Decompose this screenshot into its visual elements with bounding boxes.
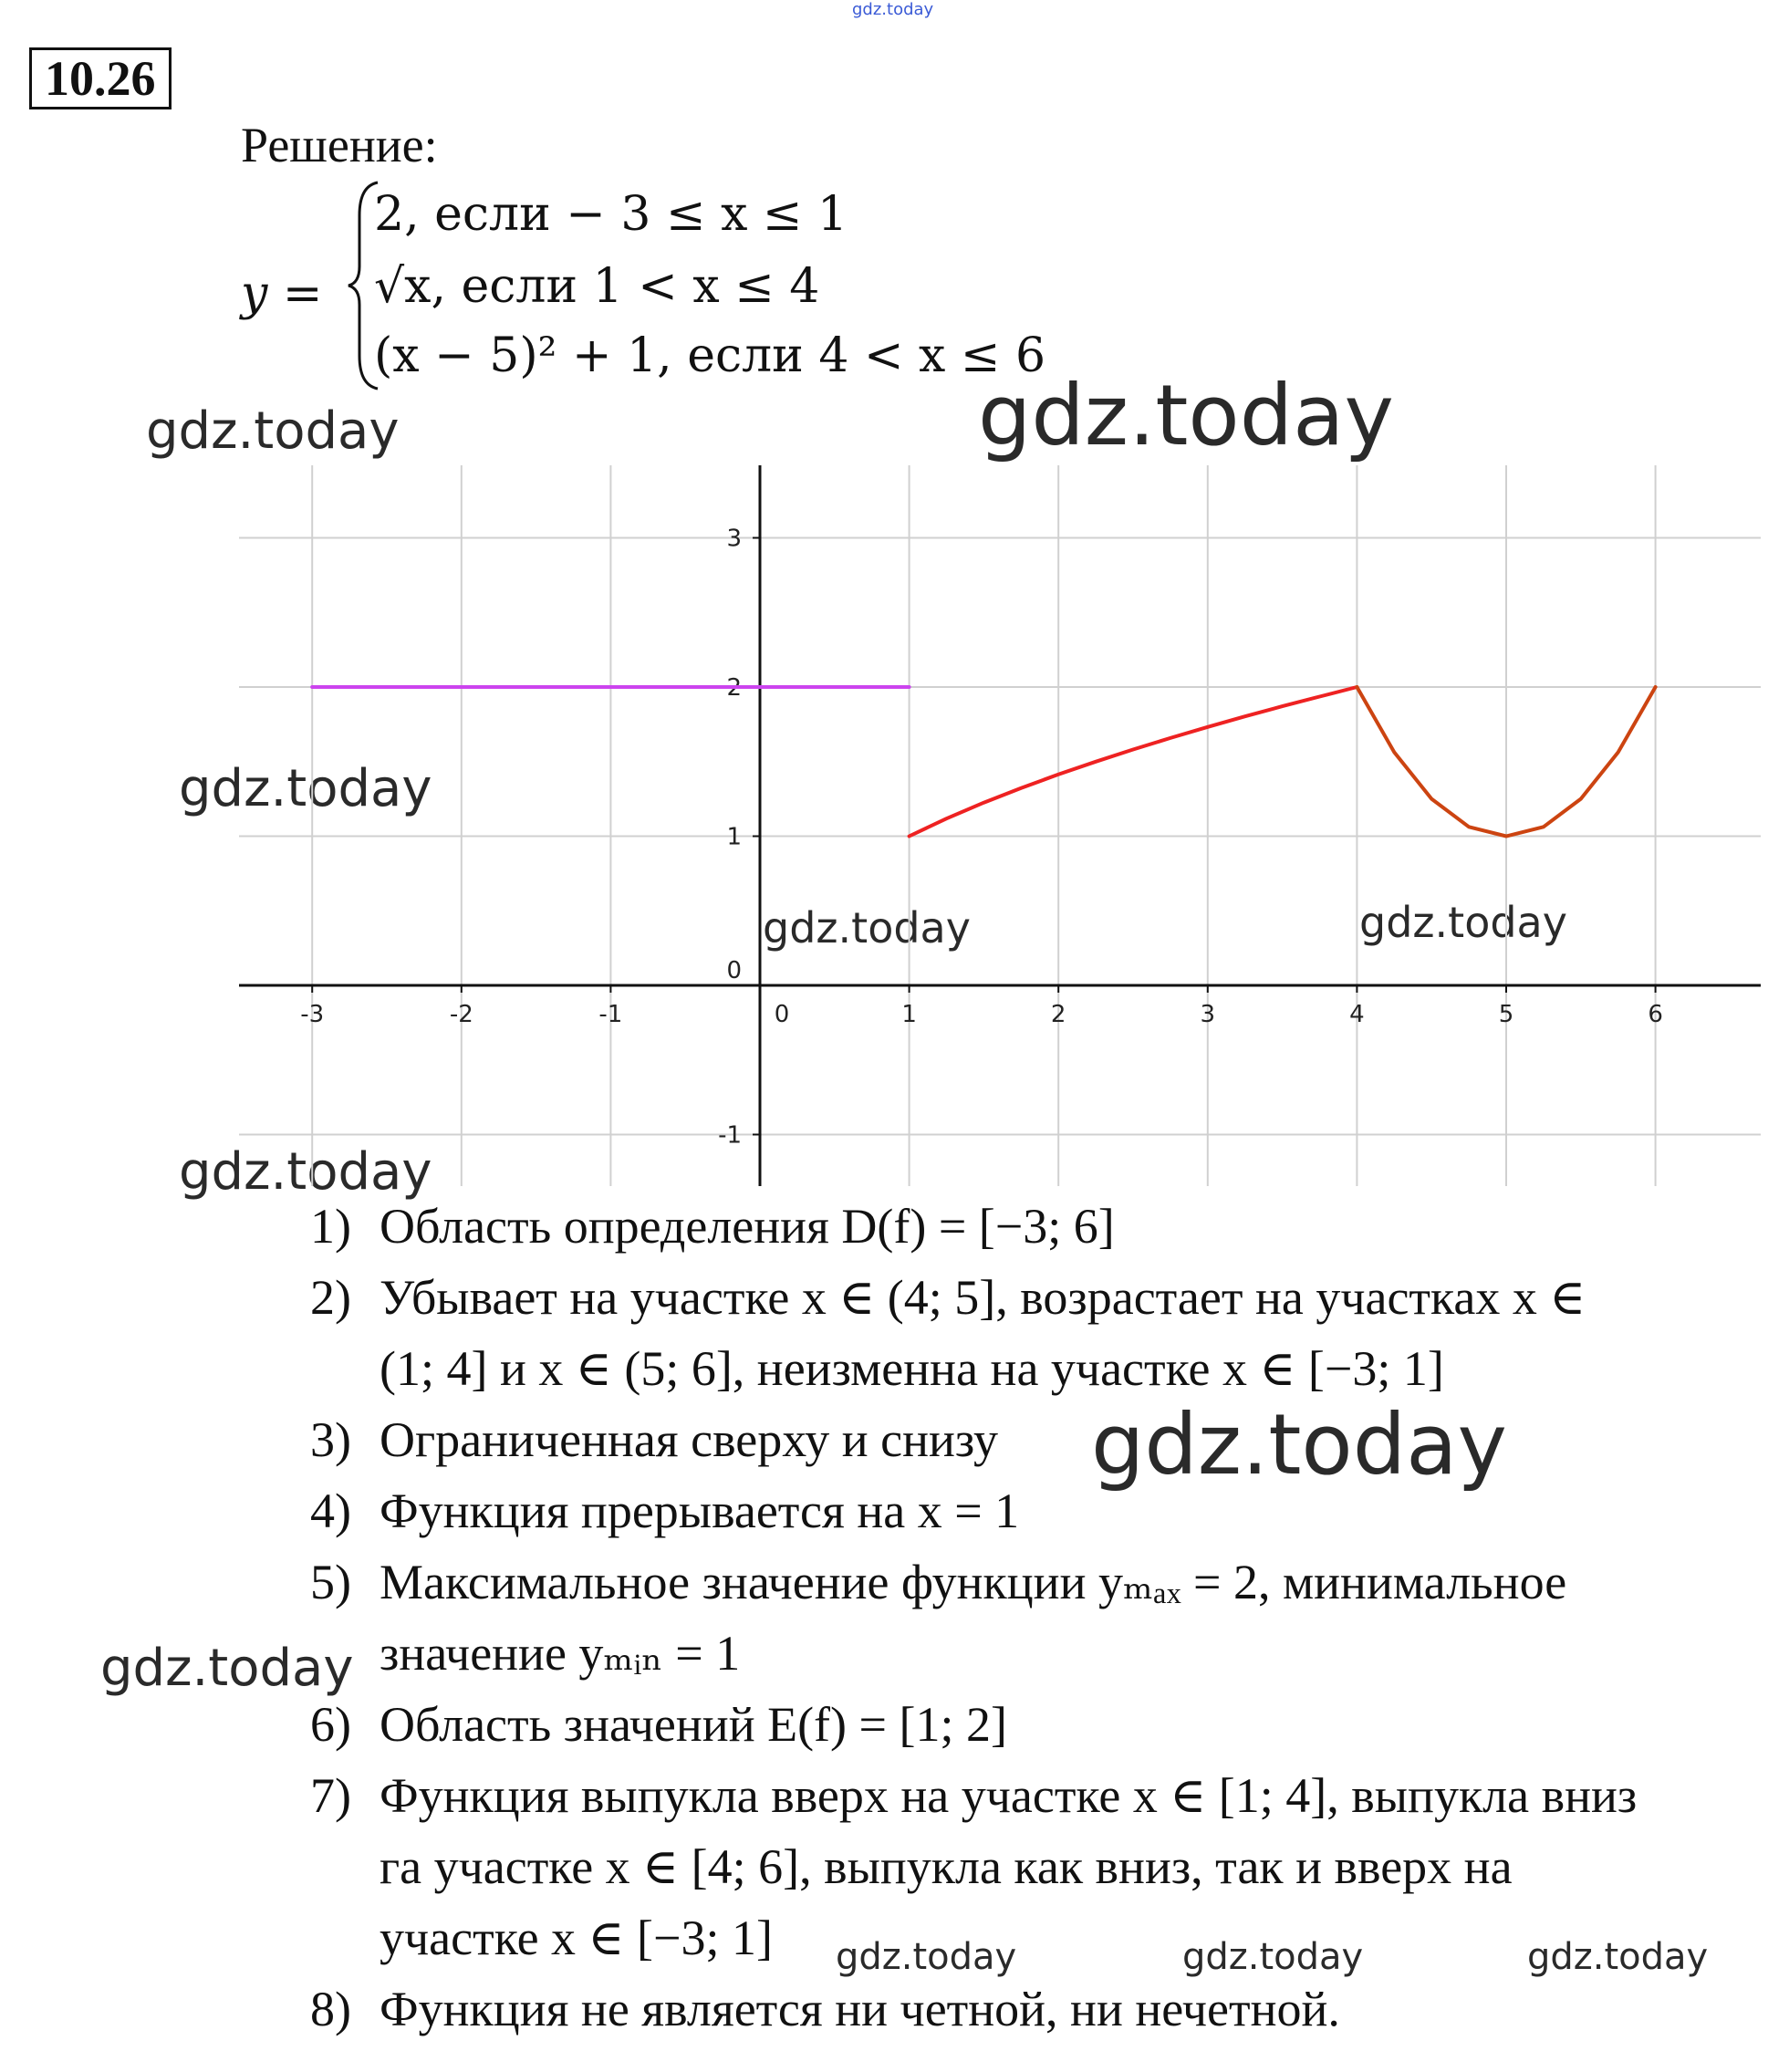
property-text: Область определения D(f) = [−3; 6] (380, 1199, 1115, 1254)
watermark: gdz.today (179, 759, 432, 818)
y-tick-label: 1 (726, 823, 742, 851)
watermark-top: gdz.today (852, 0, 934, 19)
y-tick-label: 0 (726, 957, 742, 984)
property-4 (310, 1482, 1019, 1540)
property-text: Функция не является ни четной, ни нечетной. (380, 1982, 1340, 2036)
property-2 (310, 1268, 1586, 1327)
problem-number: 10.26 (29, 47, 172, 109)
watermark: gdz.today (179, 1142, 432, 1202)
x-tick-label: 3 (1200, 1001, 1216, 1028)
y-tick-label: 2 (726, 674, 742, 702)
property-text: Убывает на участке x ∈ (4; 5], возрастает на участках x ∈ (380, 1270, 1586, 1325)
watermark: gdz.today (100, 1639, 354, 1698)
property-number: 1) (310, 1199, 351, 1254)
property-number: 8) (310, 1982, 351, 2036)
x-tick-label: -3 (300, 1001, 325, 1028)
property-text: Функция прерывается на x = 1 (380, 1484, 1020, 1538)
watermark: gdz.today (1527, 1936, 1709, 1978)
y-tick-label: 3 (726, 525, 742, 553)
x-tick-label: 2 (1050, 1001, 1066, 1028)
property-text: Максимальное значение функции yₘₐₓ = 2, минимальное (380, 1555, 1567, 1609)
property-text: Ограниченная сверху и снизу (380, 1412, 999, 1467)
property-number: 7) (310, 1768, 351, 1823)
property-7-cont2: участке x ∈ [−3; 1] (380, 1911, 773, 1965)
solution-label: Решение: (241, 118, 438, 172)
property-1 (310, 1197, 1115, 1255)
x-tick-label: 1 (901, 1001, 917, 1028)
x-tick-label: -1 (598, 1001, 623, 1028)
property-number: 4) (310, 1484, 351, 1538)
equation-case-3: (x − 5)² + 1, если 4 < x ≤ 6 (374, 328, 1046, 383)
property-5 (310, 1553, 1566, 1611)
property-3 (310, 1411, 998, 1469)
y-tick-label: -1 (718, 1121, 742, 1150)
property-number: 3) (310, 1412, 351, 1467)
property-text: Область значений E(f) = [1; 2] (380, 1697, 1007, 1752)
watermark: gdz.today (1091, 1396, 1507, 1494)
property-7 (310, 1766, 1637, 1825)
property-text: Функция выпукла вверх на участке x ∈ [1; 4], выпукла вниз (380, 1768, 1638, 1823)
watermark: gdz.today (1359, 898, 1567, 947)
x-tick-label: 6 (1648, 1001, 1663, 1028)
x-tick-label: 0 (774, 1001, 790, 1028)
property-8 (310, 1980, 1340, 2038)
equation-case-2: √x, если 1 < x ≤ 4 (374, 259, 820, 314)
property-5-cont: значение yₘᵢₙ = 1 (380, 1626, 741, 1681)
function-graph (0, 447, 1789, 1204)
series (312, 687, 1655, 837)
x-tick-label: 4 (1349, 1001, 1365, 1028)
property-6 (310, 1695, 1007, 1754)
x-tick-label: 5 (1498, 1001, 1514, 1028)
equation-lhs: y = (241, 266, 323, 321)
watermark: gdz.today (763, 903, 971, 953)
axes (239, 465, 1761, 1186)
property-number: 5) (310, 1555, 351, 1609)
watermark: gdz.today (978, 367, 1394, 464)
watermark: gdz.today (836, 1936, 1017, 1978)
watermark: gdz.today (1182, 1936, 1364, 1978)
property-2-cont: (1; 4] и x ∈ (5; 6], неизменна на участке x ∈ [−3; 1] (380, 1341, 1444, 1396)
x-tick-label: -2 (449, 1001, 473, 1028)
property-number: 2) (310, 1270, 351, 1325)
equation-case-1: 2, если − 3 ≤ x ≤ 1 (374, 187, 848, 242)
property-7-cont: га участке x ∈ [4; 6], выпукла как вниз, так и вверх на (380, 1839, 1513, 1894)
property-number: 6) (310, 1697, 351, 1752)
watermark: gdz.today (146, 401, 400, 461)
series-line-2 (910, 687, 1357, 837)
grid (239, 465, 1761, 1186)
